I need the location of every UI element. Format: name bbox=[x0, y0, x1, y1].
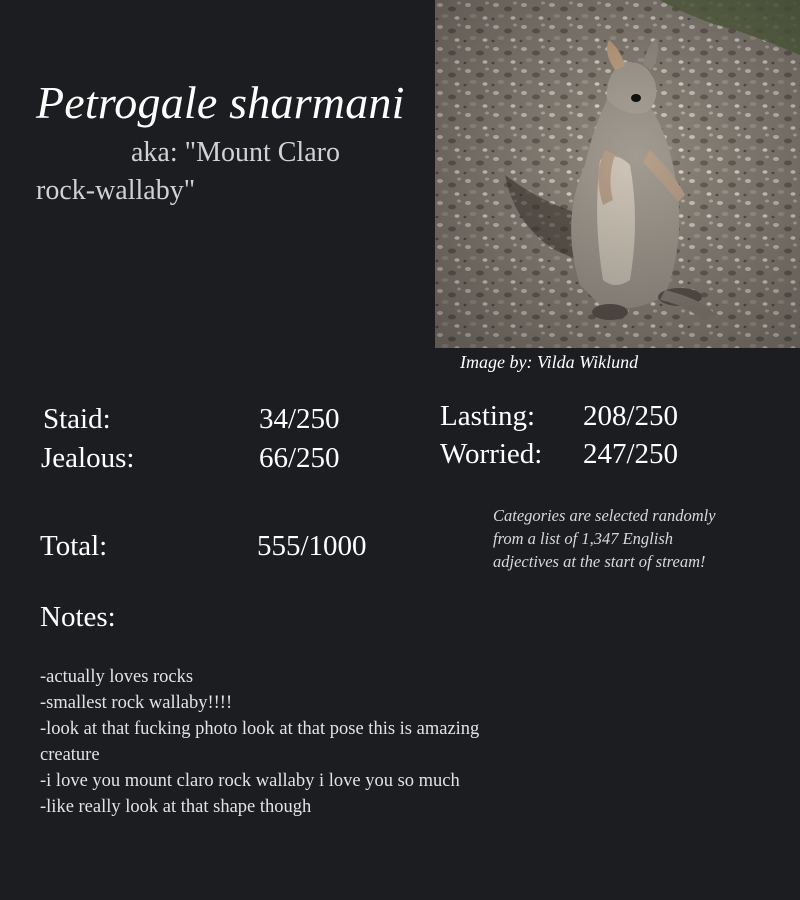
stat-lasting-value: 208/250 bbox=[583, 400, 679, 432]
species-title: Petrogale sharmani bbox=[36, 77, 405, 128]
notes-list bbox=[40, 664, 480, 820]
photo-credit: Image by: Vilda Wiklund bbox=[460, 352, 639, 372]
wallaby-photo bbox=[435, 0, 800, 348]
note-item: -smallest rock wallaby!!!! bbox=[40, 693, 233, 713]
stat-staid-value: 34/250 bbox=[259, 403, 340, 435]
categories-note: Categories are selected randomly from a list of 1,347 English adjectives at the start of stream! bbox=[493, 506, 716, 571]
stat-worried-value: 247/250 bbox=[583, 438, 679, 470]
stat-lasting-label: Lasting: bbox=[440, 400, 536, 432]
stat-staid-label: Staid: bbox=[43, 403, 111, 435]
note-item: -look at that fucking photo look at that pose this is amazing creature bbox=[40, 719, 480, 765]
note-item: -like really look at that shape though bbox=[40, 797, 312, 817]
total-label: Total: bbox=[40, 530, 108, 562]
total-value: 555/1000 bbox=[257, 530, 367, 562]
stat-worried-label: Worried: bbox=[440, 438, 543, 470]
stat-jealous-value: 66/250 bbox=[259, 442, 340, 474]
stat-jealous-label: Jealous: bbox=[41, 442, 135, 474]
notes-heading: Notes: bbox=[40, 601, 116, 633]
common-name: aka: "Mount Claro rock-wallaby" bbox=[36, 137, 340, 206]
note-item: -i love you mount claro rock wallaby i love you so much bbox=[40, 771, 460, 791]
note-item: -actually loves rocks bbox=[40, 667, 194, 687]
